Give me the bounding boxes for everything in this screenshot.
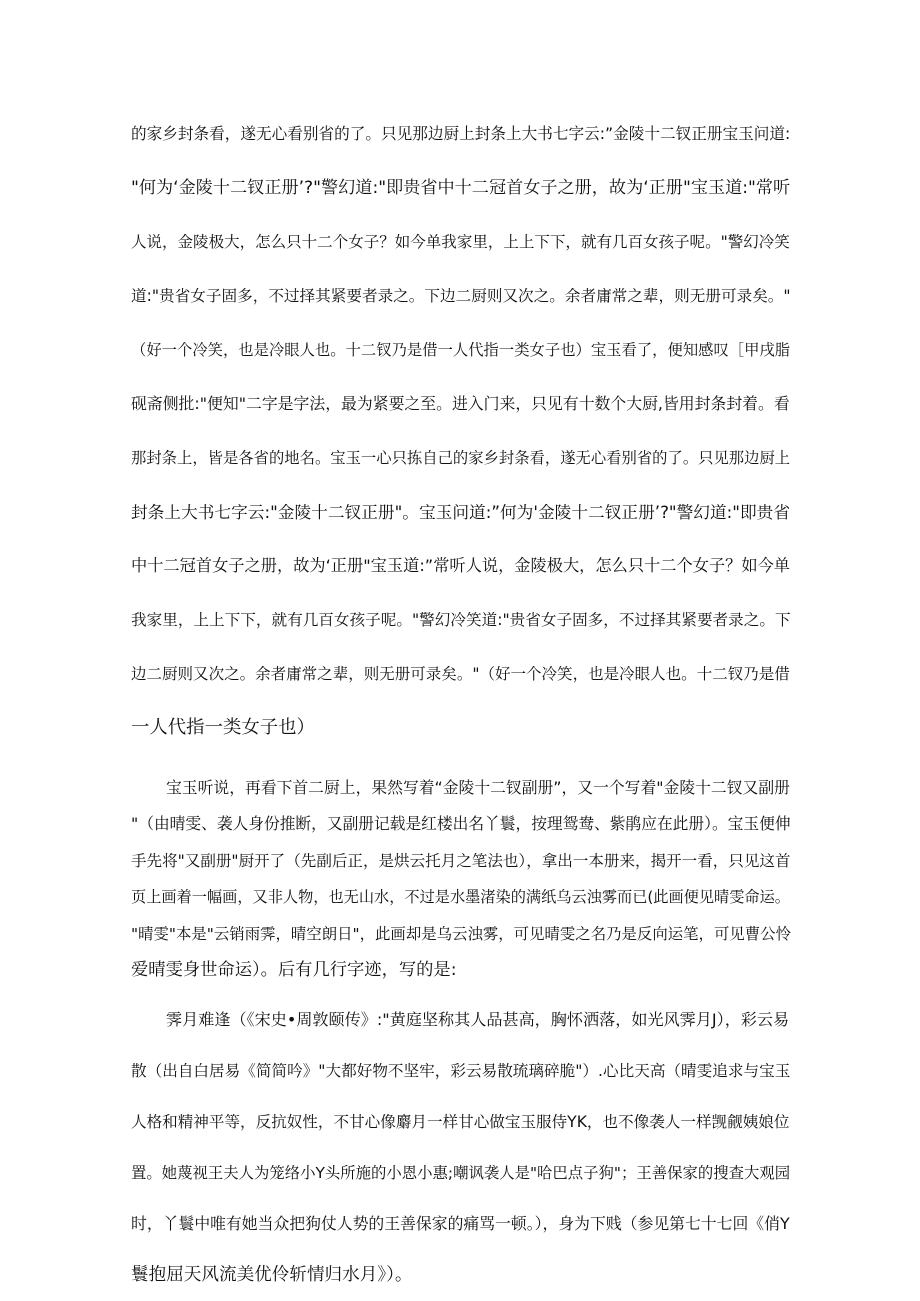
text-line: 一人代指一类女子也）: [131, 717, 315, 738]
text-line: （好一个冷笑，也是冷眼人也。十二钗乃是借一人代指一类女子也）宝玉看了，便知感叹［甲戌脂: [131, 341, 791, 359]
text-line: 的家乡封条看，遂无心看别省的了。只见那边厨上封条上大书七字云:”金陵十二钗正册宝玉问道:: [131, 124, 791, 143]
text-line: 宝玉听说，再看下首二厨上，果然写着“金陵十二钗副册”，又一个写着"金陵十二钗又副册: [166, 778, 790, 797]
text-line: 鬟抱屈天风流美优伶斩情归水月》）。: [131, 1265, 413, 1285]
text-line: 封条上大书七字云:"金陵十二钗正册"。宝玉问道:”何为'金陵十二钗正册’?"警幻道:"即贵省: [131, 502, 791, 522]
text-line: "何为‘金陵十二钗正册’?"警幻道:"即贵省中十二冠首女子之册，故为‘正册"宝玉道:"常听: [131, 178, 791, 198]
text-line: 爱晴雯身世命运）。后有几行字迹，写的是:: [131, 960, 457, 980]
text-line: 散（出自白居易《简简吟》"大都好物不坚牢，彩云易散琉璃碎脆"）.心比天高（晴雯追求与宝玉: [131, 1062, 791, 1080]
text-line: 霁月难逢（《宋史•周敦颐传》:"黄庭坚称其人品甚高，胸怀洒落，如光风霁月J），彩云易: [166, 1010, 790, 1029]
text-line: 那封条上，皆是各省的地名。宝玉一心只拣自己的家乡封条看，遂无心看别省的了。只见那边厨上: [131, 449, 791, 467]
text-line: 时，丫鬟中唯有她当众把狗仗人势的王善保家的痛骂一顿。），身为下贱（参见第七十七回《俏Y: [131, 1214, 790, 1233]
text-line: 页上画着一幅画，又非人物，也无山水，不过是水墨渚染的满纸乌云浊雾而已(此画便见晴雯命运。: [131, 888, 790, 906]
text-line: "（由晴雯、袭人身份推断，又副册记载是红楼出名丫鬟，按理鸳鸯、紫鹃应在此册）。宝玉便伸: [131, 814, 791, 833]
text-line: 道:"贵省女子固多，不过择其紧要者录之。下边二厨则又次之。余者庸常之辈，则无册可录矣。": [131, 287, 791, 305]
text-line: 边二厨则又次之。余者庸常之辈，则无册可录矣。"（好一个冷笑，也是冷眼人也。十二钗乃是借: [131, 665, 790, 683]
text-line: 置。她蔑视王夫人为笼络小Y头所施的小恩小惠;嘲讽袭人是"哈巴点子狗"；王善保家的搜查大观园: [131, 1164, 791, 1182]
text-line: "晴雯"本是"云销雨霁，晴空朗日"，此画却是乌云浊雾，可见晴雯之名乃是反向运笔，可见曹公怜: [131, 925, 791, 943]
text-line: 中十二冠首女子之册，故为‘正册"宝玉道:”常听人说，金陵极大，怎么只十二个女子？如今单: [131, 556, 791, 575]
text-line: 人说，金陵极大，怎么只十二个女子？如今单我家里，上上下下，就有几百女孩子呢。"警幻冷笑: [131, 233, 790, 251]
text-line: 我家里，上上下下，就有几百女孩子呢。"警幻冷笑道:"贵省女子固多，不过择其紧要者录之。下: [131, 611, 791, 629]
text-line: 手先将"又副册"厨开了（先副后正，是烘云托月之笔法也），拿出一本册来，揭开一看，只见这首: [131, 852, 791, 870]
text-line: 人格和精神平等，反抗奴性，不甘心像麝月一样甘心做宝玉服侍YK，也不像袭人一样觊觎姨娘位: [131, 1113, 790, 1131]
text-line: 砚斋侧批:"便知"二字是字法，最为紧要之至。进入门来，只见有十数个大厨,皆用封条封着。看: [131, 394, 790, 413]
